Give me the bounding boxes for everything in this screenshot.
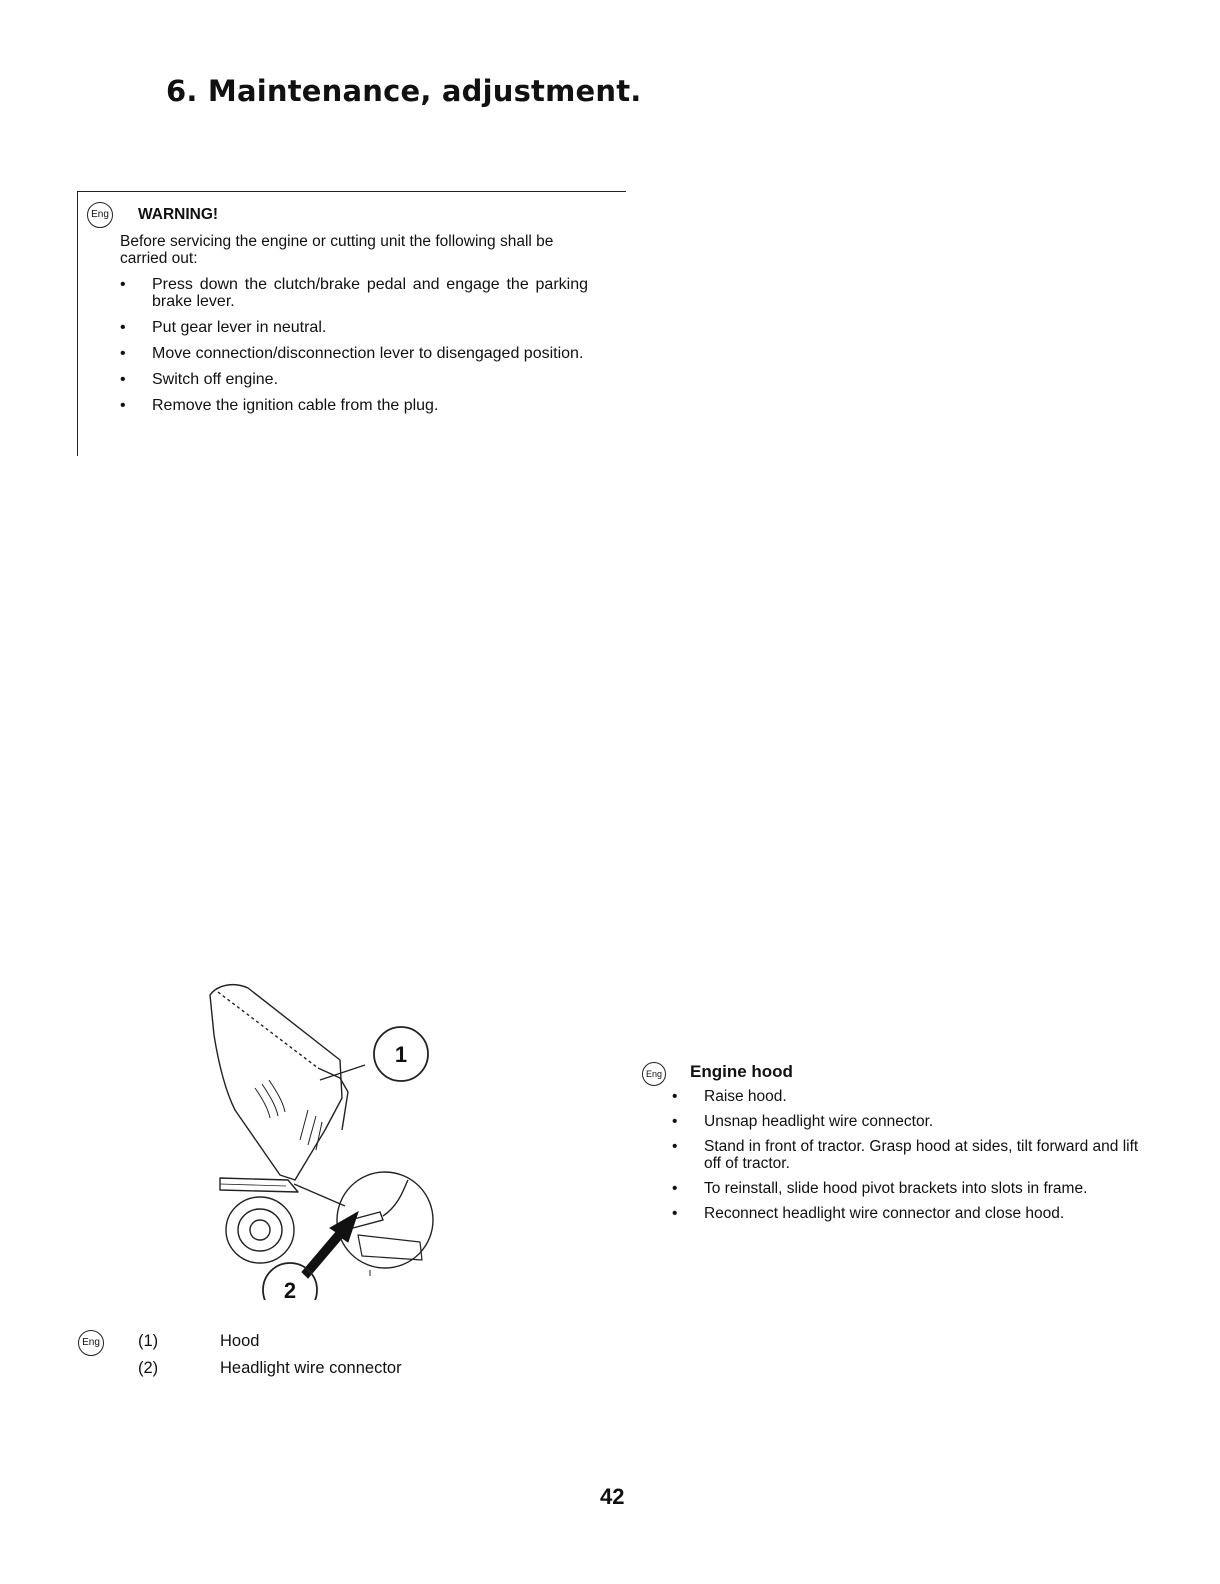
page-number: 42 — [600, 1484, 625, 1509]
list-item: • Put gear lever in neutral. — [120, 319, 588, 336]
eng-language-icon: Eng — [642, 1062, 666, 1086]
engine-hood-title: Engine hood — [690, 1062, 793, 1081]
list-item: • Stand in front of tractor. Grasp hood at sides, tilt forward and lift off of tractor. — [672, 1138, 1154, 1172]
front-wheel-center — [250, 1220, 270, 1240]
front-wheel-hub — [238, 1209, 282, 1251]
eng-language-icon: Eng — [87, 202, 113, 228]
headlight-wire — [383, 1180, 408, 1216]
list-item: • Move connection/disconnection lever to disengaged position. — [120, 345, 588, 362]
hood-grille — [255, 1080, 285, 1118]
list-item: • Press down the clutch/brake pedal and engage the parking brake lever. — [120, 276, 588, 310]
leader-line-2 — [294, 1184, 345, 1206]
warning-intro: Before servicing the engine or cutting unit the following shall be carried out: — [120, 233, 554, 267]
list-item: • Switch off engine. — [120, 371, 588, 388]
hood-front-panel — [318, 1068, 348, 1130]
page-title: 6. Maintenance, adjustment. — [166, 74, 642, 108]
legend-number: (2) — [138, 1359, 159, 1377]
list-item: • Remove the ignition cable from the plug. — [120, 397, 588, 414]
callout-2-label: 2 — [283, 1278, 297, 1300]
front-wheel — [226, 1197, 294, 1263]
frame-rail — [220, 1184, 286, 1186]
list-item: • Unsnap headlight wire connector. — [672, 1113, 1154, 1130]
list-item: • To reinstall, slide hood pivot brackets into slots in frame. — [672, 1180, 1154, 1197]
callout-1-label: 1 — [394, 1042, 408, 1067]
hood-outline — [210, 985, 342, 1180]
list-item: • Reconnect headlight wire connector and close hood. — [672, 1205, 1154, 1222]
legend-number: (1) — [138, 1332, 159, 1350]
warning-title: WARNING! — [138, 206, 219, 223]
eng-language-icon: Eng — [78, 1330, 104, 1356]
warning-list — [120, 276, 588, 423]
engine-hood-list — [672, 1088, 1154, 1230]
pointer-arrow — [302, 1212, 358, 1278]
hood-side-vent — [300, 1110, 322, 1150]
detail-bracket — [358, 1235, 422, 1260]
legend-label: Headlight wire connector — [220, 1359, 402, 1377]
list-item: • Raise hood. — [672, 1088, 1154, 1105]
legend-label: Hood — [220, 1332, 260, 1350]
hood-illustration — [190, 980, 440, 1300]
